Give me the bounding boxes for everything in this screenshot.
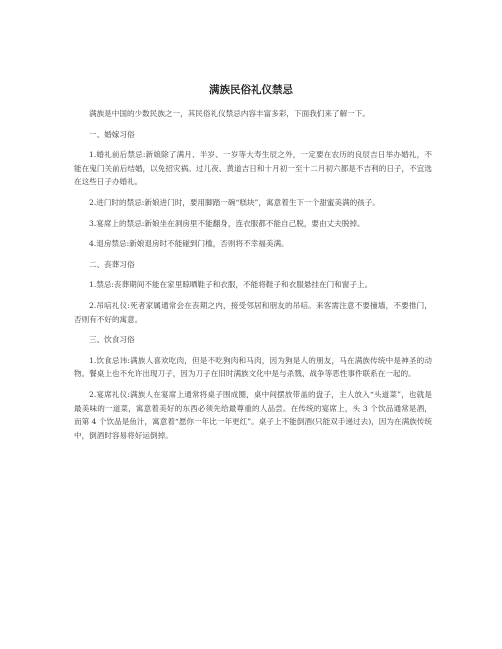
funeral-item-1: 1.禁忌:丧葬期间不能在家里晾晒鞋子和衣服，不能将鞋子和衣服悬挂在门和窗子上。 (89, 280, 373, 290)
wedding-item-2: 2.进门时的禁忌:新娘进门时，要用脚踏一碗“糕块”，寓意着生下一个甜蜜美满的孩子。 (89, 197, 380, 207)
wedding-item-3: 3.宴席上的禁忌:新娘坐在洞房里不能翻身，连衣服都不能自己脱，要由丈夫脱掉。 (89, 218, 365, 228)
funeral-item-2: 2.吊唁礼仪:死者家属通常会在丧期之内，接受邻居和朋友的吊唁。来客需注意不要撞墙，不要推门，否则有不好的寓意。 (74, 300, 432, 324)
diet-item-2: 2.宴席礼仪:满族人在宴席上通常将桌子围成圈，桌中间摆放带盖的盘子，主人放入“头道菜”，也就是最美味的一道菜，寓意着美好的东西必须先给最尊重的人品尝。在传统的宴席上，头 3 个饮品通常是酒，而第 4 个饮品是鱼汁，寓意着“愿你一年比一年更红”。桌子上不能倒酒(只能双手递过去)，因为在满族传统中，倒酒时容易将好运倒掉。 (74, 389, 432, 440)
diet-item-1: 1.饮食忌讳:满族人喜欢吃肉，但是不吃狗肉和马肉，因为狗是人的朋友，马在满族传统中是神圣的动物。餐桌上也不允许出现刀子，因为刀子在旧时满族文化中是与杀戮、战争等恶性事件联系在一起的。 (74, 355, 432, 379)
document-body (74, 107, 432, 449)
document-title: 满族民俗礼仪禁忌 (209, 84, 293, 96)
section-heading-funeral: 二、丧葬习俗 (89, 259, 135, 269)
section-heading-diet: 三、饮食习俗 (89, 335, 135, 345)
wedding-item-1: 1.婚礼前后禁忌:新娘除了满月、半岁、一岁等大寿生辰之外，一定要在农历的良辰吉日举办婚礼，不能在鬼门关前后结婚，以免招灾祸。过儿夜、黄道吉日和十月初一至十二月初六都是不吉利的日子，不宜选在这些日子办婚礼。 (74, 150, 432, 187)
section-heading-wedding: 一、婚嫁习俗 (89, 129, 135, 139)
wedding-item-4: 4.退房禁忌:新娘退房时不能碰到门槛，否则将不幸福美满。 (89, 239, 289, 249)
intro-paragraph: 满族是中国的少数民族之一，其民俗礼仪禁忌内容丰富多彩，下面我们来了解一下。 (89, 109, 370, 118)
